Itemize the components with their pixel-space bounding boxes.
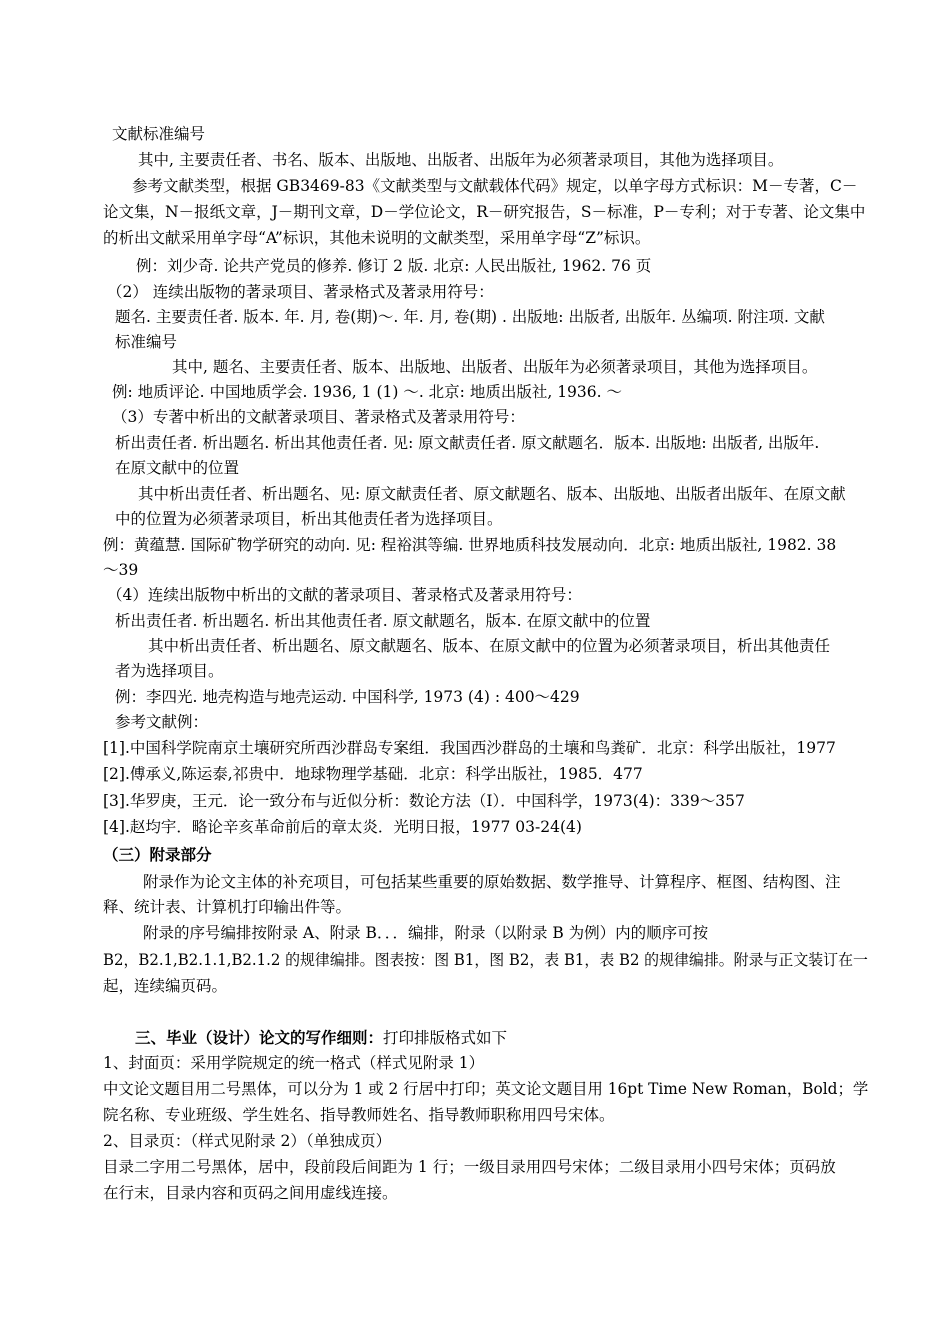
text-line: 中文论文题目用二号黑体，可以分为 1 或 2 行居中打印；英文论文题目用 16pt Time New Roman，Bold；学 <box>103 1080 869 1098</box>
example-line: 例：刘少奇. 论共产党员的修养. 修订 2 版. 北京: 人民出版社, 1962. 76 页 <box>136 257 652 275</box>
text-line: 2、目录页：（样式见附录 2）（单独成页） <box>103 1132 392 1150</box>
text-line: 标准编号 <box>115 333 178 351</box>
text-line: 附录的序号编排按附录 A、附录 B．．．编排，附录（以附录 B 为例）内的顺序可按 <box>143 924 709 942</box>
text-line: 起，连续编页码。 <box>103 977 228 995</box>
chapter-heading-bold: 三、毕业（设计）论文的写作细则： <box>135 1028 384 1047</box>
text-line: 参考文献例： <box>115 713 209 731</box>
text-line: 目录二字用二号黑体，居中，段前段后间距为 1 行；一级目录用四号宋体；二级目录用小四号宋体；页码放 <box>103 1158 836 1176</box>
text-line: 其中, 主要责任者、书名、版本、出版地、出版者、出版年为必须著录项目，其他为选择项目。 <box>138 151 784 169</box>
text-line: ～39 <box>103 561 139 579</box>
example-line: 例：李四光. 地壳构造与地壳运动. 中国科学, 1973 (4) : 400～429 <box>115 688 580 706</box>
reference-item: [2].傅承义,陈运泰,祁贵中．地球物理学基础．北京：科学出版社，1985．477 <box>103 765 643 783</box>
chapter-heading <box>135 1027 507 1049</box>
example-line: 例: 地质评论. 中国地质学会. 1936, 1 (1) ～. 北京: 地质出版社, 1936. ～ <box>112 383 622 401</box>
text-line: 其中析出责任者、析出题名、见: 原文献责任者、原文献题名、版本、出版地、出版者出版年、在原文献 <box>138 485 846 503</box>
text-line: 中的位置为必须著录项目，析出其他责任者为选择项目。 <box>115 510 503 528</box>
text-line: 附录作为论文主体的补充项目，可包括某些重要的原始数据、数学推导、计算程序、框图、结构图、注 <box>143 873 841 891</box>
text-line: 者为选择项目。 <box>115 662 224 680</box>
subsection-heading: （3）专著中析出的文献著录项目、著录格式及著录用符号： <box>112 408 525 426</box>
text-line: 析出责任者. 析出题名. 析出其他责任者. 原文献题名，版本. 在原文献中的位置 <box>115 612 651 630</box>
text-line: 其中, 题名、主要责任者、版本、出版地、出版者、出版年为必须著录项目，其他为选择项目。 <box>172 358 818 376</box>
text-line: 其中析出责任者、析出题名、原文献题名、版本、在原文献中的位置为必须著录项目，析出其他责任 <box>148 637 831 655</box>
text-line: 院名称、专业班级、学生姓名、指导教师姓名、指导教师职称用四号宋体。 <box>103 1106 615 1124</box>
text-line: 释、统计表、计算机打印输出件等。 <box>103 898 352 916</box>
text-line: 论文集，N－报纸文章，J－期刊文章，D－学位论文，R－研究报告，S－标准，P－专利；对于专著、论文集中 <box>103 203 866 221</box>
subsection-heading: （4）连续出版物中析出的文献的著录项目、著录格式及著录用符号： <box>107 586 582 604</box>
text-line: 在原文献中的位置 <box>115 459 240 477</box>
subsection-heading: （2） 连续出版物的著录项目、著录格式及著录用符号： <box>107 283 494 301</box>
example-line: 例：黄蕴慧. 国际矿物学研究的动向. 见: 程裕淇等编. 世界地质科技发展动向．北京: 地质出版社, 1982. 38 <box>103 536 837 554</box>
reference-item: [3].华罗庚，王元．论一致分布与近似分析：数论方法（Ⅰ）．中国科学，1973(4)：339～357 <box>103 792 745 810</box>
text-line: 析出责任者. 析出题名. 析出其他责任者. 见: 原文献责任者. 原文献题名．版本. 出版地: 出版者, 出版年. <box>115 434 820 452</box>
text-line: 的析出文献采用单字母“A”标识，其他未说明的文献类型，采用单字母“Z”标识。 <box>103 229 651 247</box>
reference-item: [1].中国科学院南京土壤研究所西沙群岛专案组．我国西沙群岛的土壤和鸟粪矿．北京：科学出版社，1977 <box>103 739 836 757</box>
reference-item: [4].赵均宇．略论辛亥革命前后的章太炎．光明日报，1977 03-24(4) <box>103 818 582 836</box>
section-heading: （三）附录部分 <box>103 845 212 864</box>
chapter-heading-rest: 打印排版格式如下 <box>383 1029 508 1047</box>
text-line: B2，B2.1,B2.1.1,B2.1.2 的规律编排。图表按：图 B1，图 B2，表 B1，表 B2 的规律编排。附录与正文装订在一 <box>103 951 868 969</box>
text-line: 参考文献类型，根据 GB3469-83《文献类型与文献载体代码》规定，以单字母方式标识：M－专著，C－ <box>132 177 858 195</box>
text-line: 1、封面页：采用学院规定的统一格式（样式见附录 1） <box>103 1054 485 1072</box>
text-line: 在行末，目录内容和页码之间用虚线连接。 <box>103 1184 398 1202</box>
text-line: 题名. 主要责任者. 版本. 年. 月, 卷(期)～. 年. 月, 卷(期) . 出版地: 出版者, 出版年. 丛编项. 附注项. 文献 <box>115 308 825 326</box>
text-line: 文献标准编号 <box>112 125 206 143</box>
